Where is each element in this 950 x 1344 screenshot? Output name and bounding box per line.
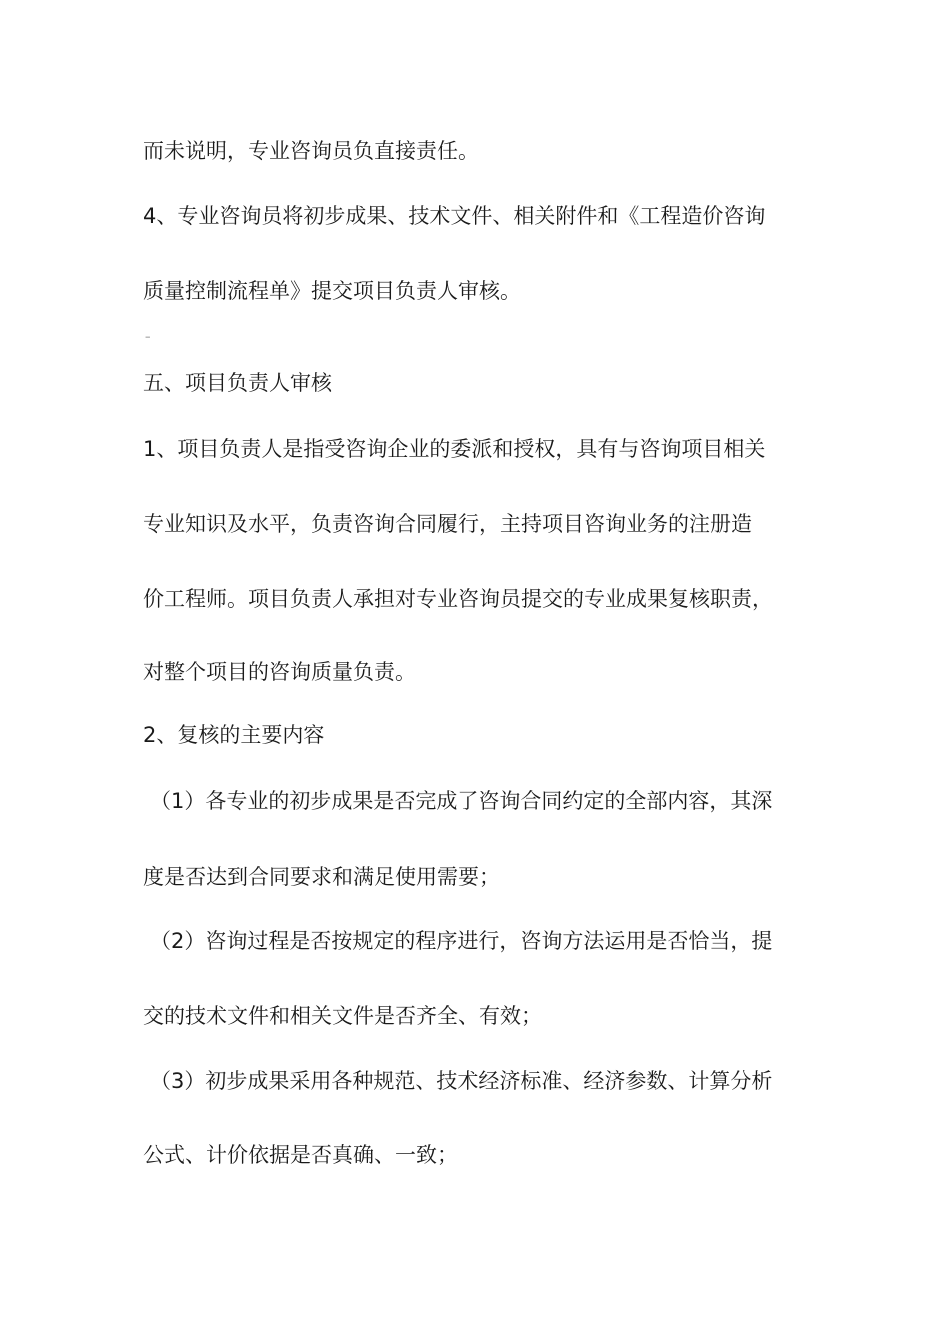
paragraph-line: 对整个项目的咨询质量负责。: [143, 660, 416, 684]
paragraph-line: 交的技术文件和相关文件是否齐全、有效；: [143, 1004, 542, 1028]
paragraph-line: 度是否达到合同要求和满足使用需要；: [143, 865, 500, 889]
list-item-3-line: （3）初步成果采用各种规范、技术经济标准、经济参数、计算分析: [150, 1069, 773, 1093]
paragraph-line: 价工程师。项目负责人承担对专业咨询员提交的专业成果复核职责，: [143, 587, 773, 611]
list-item-1-line: （1）各专业的初步成果是否完成了咨询合同约定的全部内容，其深: [150, 789, 773, 813]
paragraph-line: 而未说明，专业咨询员负直接责任。: [143, 139, 479, 163]
paragraph-line: 1、项目负责人是指受咨询企业的委派和授权，具有与咨询项目相关: [143, 437, 766, 461]
subsection-heading: 2、复核的主要内容: [143, 723, 325, 747]
paragraph-line: 质量控制流程单》提交项目负责人审核。: [143, 279, 521, 303]
list-item-2-line: （2）咨询过程是否按规定的程序进行，咨询方法运用是否恰当，提: [150, 929, 773, 953]
paragraph-line: 4、专业咨询员将初步成果、技术文件、相关附件和《工程造价咨询: [143, 204, 766, 228]
paragraph-line: 专业知识及水平，负责咨询合同履行，主持项目咨询业务的注册造: [143, 512, 752, 536]
section-heading: 五、项目负责人审核: [143, 371, 332, 395]
stray-mark: –: [145, 330, 151, 343]
paragraph-line: 公式、计价依据是否真确、一致；: [143, 1143, 458, 1167]
